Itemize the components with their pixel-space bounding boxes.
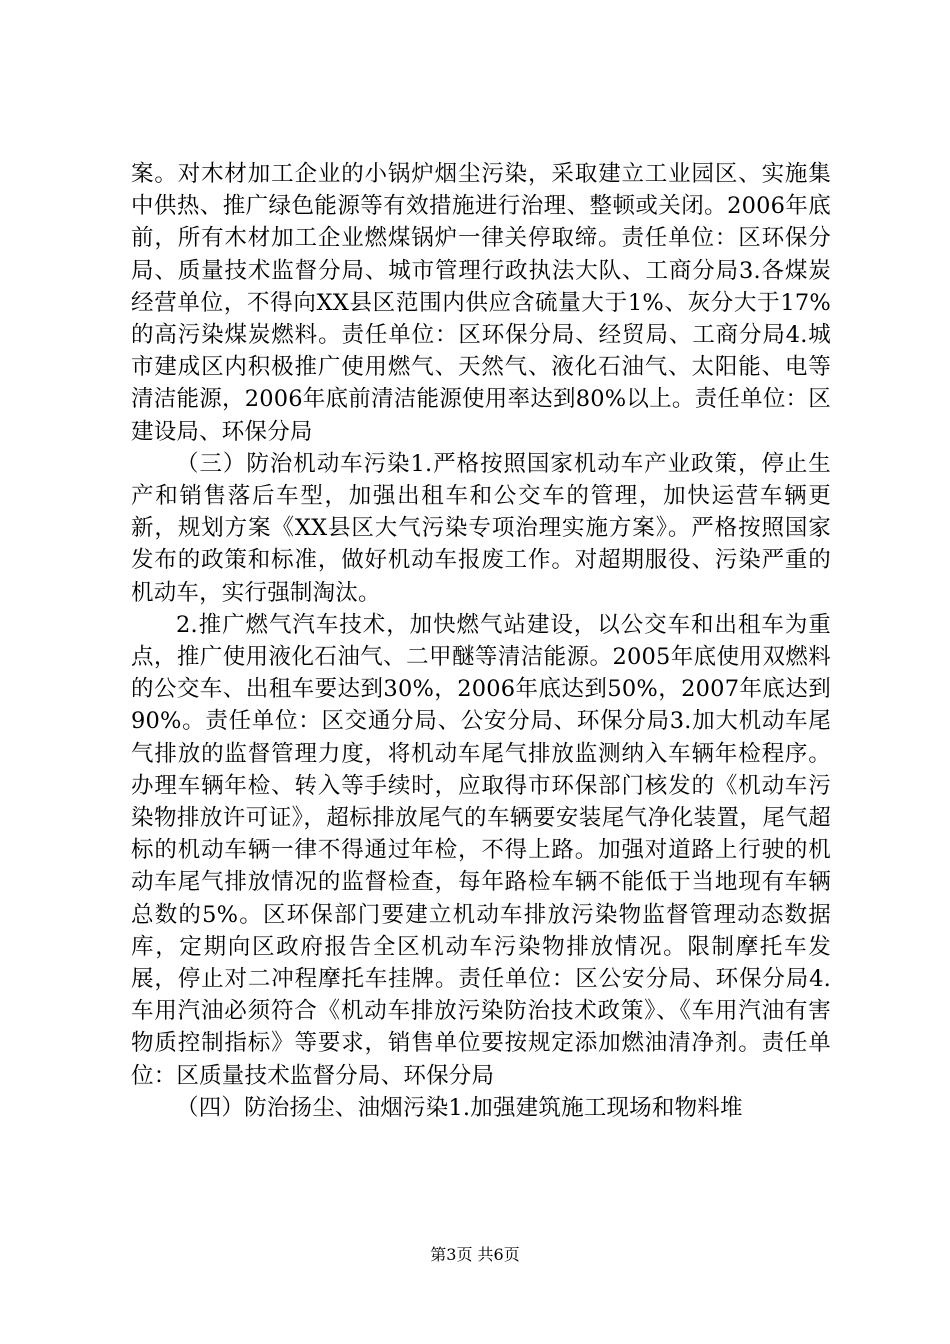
- document-body: [131, 158, 831, 1124]
- paragraph-4: （四）防治扬尘、油烟污染1.加强建筑施工现场和物料堆: [176, 1094, 743, 1121]
- paragraph-3: 2.推广燃气汽车技术，加快燃气站建设，以公交车和出租车为重点，推广使用液化石油气、二甲醚等清洁能源。2005年底使用双燃料的公交车、出租车要达到30%，2006年底达到50%，2007年底达到90%。责任单位：区交通分局、公安分局、环保分局3.加大机动车尾气排放的监督管理力度，将机动车尾气排放监测纳入车辆年检程序。办理车辆年检、转入等手续时，应取得市环保部门核发的《机动车污染物排放许可证》，超标排放尾气的车辆要安装尾气净化装置，尾气超标的机动车辆一律不得通过年检，不得上路。加强对道路上行驶的机动车尾气排放情况的监督检查，每年路检车辆不能低于当地现有车辆总数的5%。区环保部门要建立机动车排放污染物监督管理动态数据库，定期向区政府报告全区机动车污染物排放情况。限制摩托车发展，停止对二冲程摩托车挂牌。责任单位：区公安分局、环保分局4.车用汽油必须符合《机动车排放污染防治技术政策》、《车用汽油有害物质控制指标》等要求，销售单位要按规定添加燃油清净剂。责任单位：区质量技术监督分局、环保分局: [131, 611, 831, 1089]
- page-footer: 第3页 共6页: [430, 1245, 520, 1264]
- paragraph-1: 案。对木材加工企业的小锅炉烟尘污染，采取建立工业园区、实施集中供热、推广绿色能源等有效措施进行治理、整顿或关闭。2006年底前，所有木材加工企业燃煤锅炉一律关停取缔。责任单位：区环保分局、质量技术监督分局、城市管理行政执法大队、工商分局3.各煤炭经营单位，不得向XX县区范围内供应含硫量大于1%、灰分大于17%的高污染煤炭燃料。责任单位：区环保分局、经贸局、工商分局4.城市建成区内积极推广使用燃气、天然气、液化石油气、太阳能、电等清洁能源，2006年底前清洁能源使用率达到80%以上。责任单位：区建设局、环保分局: [131, 161, 831, 445]
- paragraph-2: （三）防治机动车污染1.严格按照国家机动车产业政策，停止生产和销售落后车型，加强出租车和公交车的管理，加快运营车辆更新，规划方案《XX县区大气污染专项治理实施方案》。严格按照国家发布的政策和标准，做好机动车报废工作。对超期服役、污染严重的机动车，实行强制淘汰。: [131, 450, 831, 606]
